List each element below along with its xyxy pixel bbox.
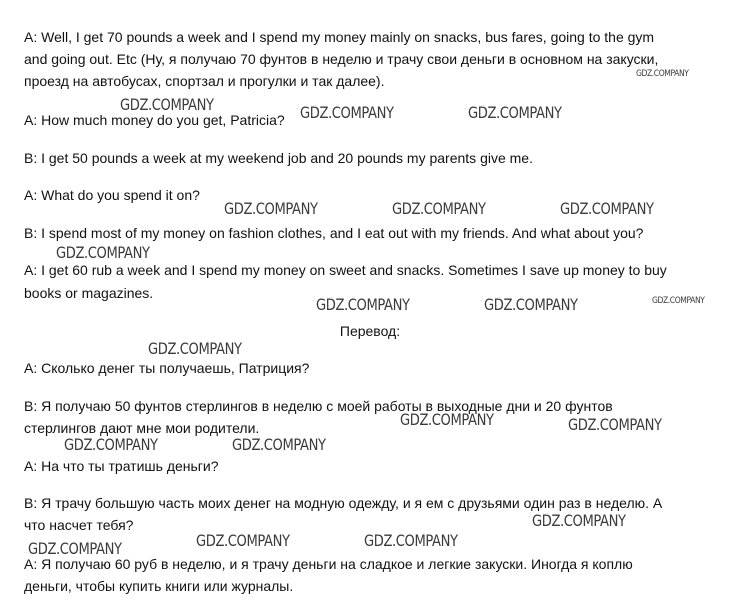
dialogue-line-5: B: I get 50 pounds a week at my weekend job and 20 pounds my parents give me. (24, 150, 533, 166)
translation-line-3: стерлингов дают мне мои родители. (24, 420, 260, 436)
translation-line-8: деньги, чтобы купить книги или журналы. (24, 578, 294, 594)
translation-line-1: A: Сколько денег ты получаешь, Патриция? (24, 360, 310, 376)
watermark: GDZ.COMPANY (232, 435, 326, 454)
translation-line-2: B: Я получаю 50 фунтов стерлингов в неделю с моей работы в выходные дни и 20 фунтов (24, 398, 613, 414)
translation-heading: Перевод: (339, 323, 401, 339)
watermark: GDZ.COMPANY (56, 243, 150, 262)
watermark: GDZ.COMPANY (224, 199, 318, 218)
dialogue-line-7: B: I spend most of my money on fashion clothes, and I eat out with my friends. And what about you? (24, 225, 644, 241)
watermark: GDZ.COMPANY (120, 95, 214, 114)
watermark: GDZ.COMPANY (392, 199, 486, 218)
watermark: GDZ.COMPANY (568, 415, 662, 434)
dialogue-line-2: and going out. Etc (Ну, я получаю 70 фунтов в неделю и трачу свои деньги в основном на закуски, (24, 51, 659, 67)
translation-line-5: B: Я трачу большую часть моих денег на модную одежду, и я ем с друзьями один раз в неделю. А (24, 495, 663, 511)
watermark: GDZ.COMPANY (364, 531, 458, 550)
translation-line-7: A: Я получаю 60 руб в неделю, и я трачу деньги на сладкое и легкие закуски. Иногда я коплю (24, 556, 633, 572)
watermark: GDZ.COMPANY (532, 511, 626, 530)
watermark: GDZ.COMPANY (468, 103, 562, 122)
dialogue-line-1: A: Well, I get 70 pounds a week and I spend my money mainly on snacks, bus fares, going to the gym (24, 29, 655, 45)
translation-line-6: что насчет тебя? (24, 517, 134, 533)
dialogue-line-3: проезд на автобусах, спортзал и прогулки и так далее). (24, 73, 385, 89)
translation-line-4: A: На что ты тратишь деньги? (24, 458, 219, 474)
watermark: GDZ.COMPANY (636, 69, 689, 79)
watermark: GDZ.COMPANY (484, 295, 578, 314)
watermark: GDZ.COMPANY (400, 410, 494, 429)
watermark: GDZ.COMPANY (316, 295, 410, 314)
watermark: GDZ.COMPANY (560, 199, 654, 218)
watermark: GDZ.COMPANY (196, 531, 290, 550)
watermark: GDZ.COMPANY (28, 539, 122, 558)
watermark: GDZ.COMPANY (652, 296, 705, 306)
watermark: GDZ.COMPANY (300, 103, 394, 122)
watermark: GDZ.COMPANY (64, 435, 158, 454)
dialogue-line-6: A: What do you spend it on? (24, 187, 200, 203)
dialogue-line-8: A: I get 60 rub a week and I spend my money on sweet and snacks. Sometimes I save up money to buy (24, 262, 667, 278)
watermark: GDZ.COMPANY (148, 339, 242, 358)
dialogue-line-4: A: How much money do you get, Patricia? (24, 112, 285, 128)
dialogue-line-9: books or magazines. (24, 285, 154, 301)
